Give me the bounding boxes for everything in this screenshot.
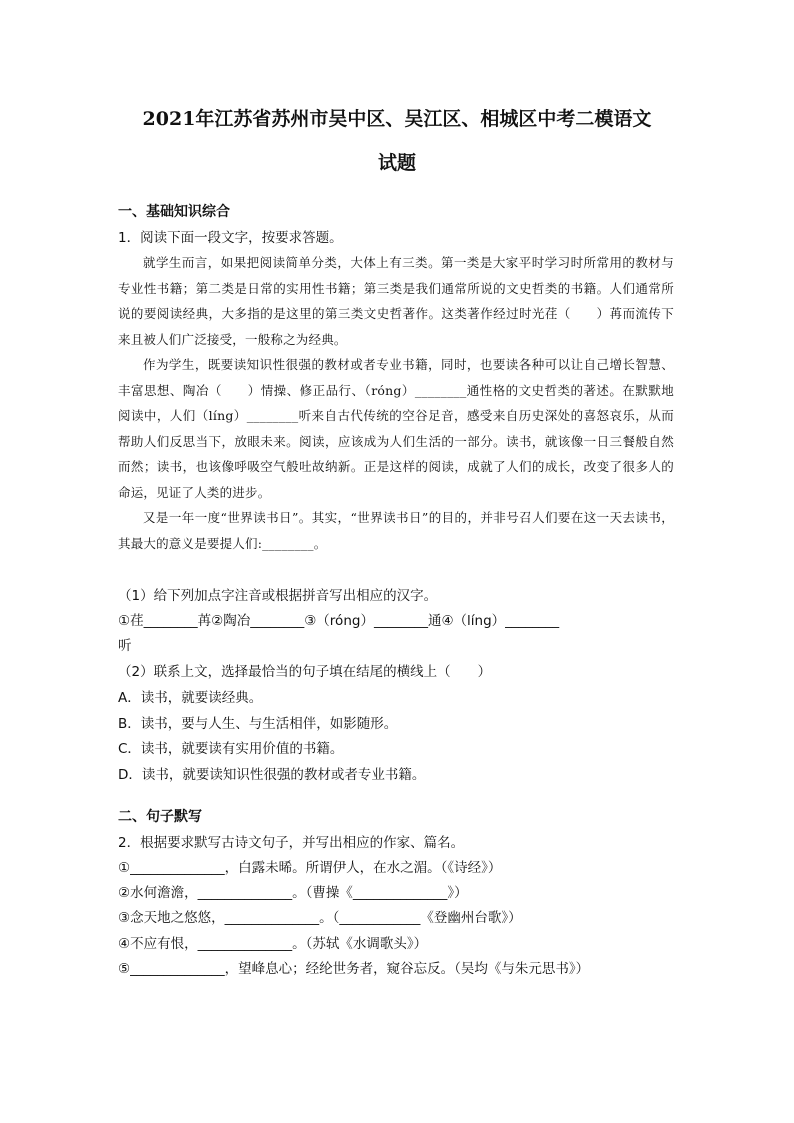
reading-passage [118, 250, 674, 556]
recitation-item-2: ②水何澹澹，______________。（曹操《______________》） [118, 885, 468, 901]
subquestion-2: （2）联系上文，选择最恰当的句子填在结尾的横线上（ ） [118, 664, 492, 680]
subquestion-1-blanks: ①荏________苒②陶冶________③（róng）________通④（líng）________ [118, 613, 560, 629]
page-title-continued: 试题 [377, 152, 416, 174]
section-heading-2: 二、句子默写 [118, 809, 202, 825]
recitation-item-5: ⑤______________，望峰息心；经纶世务者，窥谷忘反。（吴均《与朱元思书》） [118, 961, 590, 977]
option-c: C．读书，就要读有实用价值的书籍。 [118, 741, 344, 757]
recitation-item-1: ①______________，白露未晞。所谓伊人，在水之湄。（《诗经》） [118, 860, 502, 876]
recitation-item-3: ③念天地之悠悠，______________。（____________《登幽州台歌》） [118, 910, 522, 926]
section-heading-1: 一、基础知识综合 [118, 204, 230, 220]
option-b: B．读书，要与人生、与生活相伴，如影随形。 [118, 716, 398, 732]
option-a: A．读书，就要读经典。 [118, 690, 263, 706]
subquestion-1: （1）给下列加点字注音或根据拼音写出相应的汉字。 [118, 588, 438, 604]
question-1-stem: 1．阅读下面一段文字，按要求答题。 [118, 230, 343, 246]
passage-paragraph-2: 作为学生，既要读知识性很强的教材或者专业书籍，同时，也要读各种可以让自己增长智慧、丰富思想、陶冶（ ）情操、修正品行、（róng）________通性格的文史哲类的著述。在默默地阅读中，人们（líng）________听来自古代传统的空谷足音，感受来自历史深处的喜怒哀乐，从而帮助人们反思当下，放眼未来。阅读，应该成为人们生活的一部分。读书，就该像一日三餐般自然而然；读书，也该像呼吸空气般吐故纳新。正是这样的阅读，成就了人们的成长，改变了很多人的命运，见证了人类的进步。 [118, 357, 674, 500]
passage-paragraph-3: 又是一年一度“世界读书日”。其实，“世界读书日”的目的，并非号召人们要在这一天去读书，其最大的意义是要提人们:________。 [118, 510, 674, 551]
passage-paragraph-1: 就学生而言，如果把阅读简单分类，大体上有三类。第一类是大家平时学习时所常用的教材与专业性书籍；第二类是日常的实用性书籍；第三类是我们通常所说的文史哲类的书籍。人们通常所说的要阅读经典，大多指的是这里的第三类文史哲著作。这类著作经过时光荏（ ）苒而流传下来且被人们广泛接受，一般称之为经典。 [118, 255, 674, 347]
question-2-stem: 2．根据要求默写古诗文句子，并写出相应的作家、篇名。 [118, 835, 465, 851]
recitation-item-4: ④不应有恨，______________。（苏轼《水调歌头》） [118, 936, 428, 952]
option-d: D．读书，就要读知识性很强的教材或者专业书籍。 [118, 767, 426, 783]
page-title: 2021年江苏省苏州市吴中区、吴江区、相城区中考二模语文 [142, 108, 652, 130]
subquestion-1-blanks-continued: 听 [118, 638, 132, 654]
